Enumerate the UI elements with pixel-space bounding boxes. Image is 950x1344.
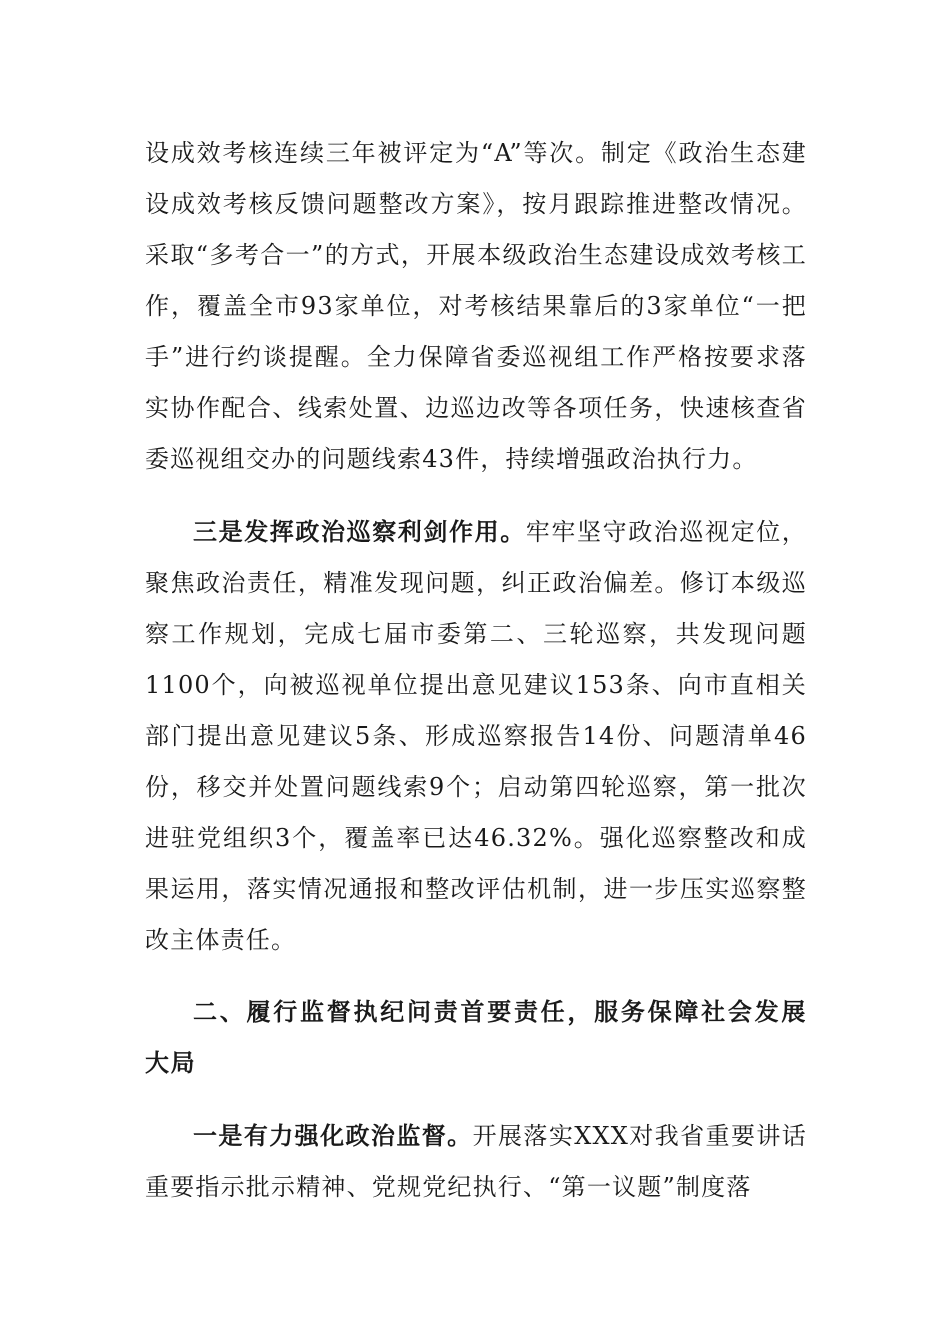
paragraph-text: 开展落实XXX对我省重要讲话重要指示批示精神、党规党纪执行、“第一议题”制度落	[145, 1122, 808, 1201]
paragraph-assessment-continued	[145, 128, 807, 485]
paragraph-lead: 三是发挥政治巡察利剑作用。	[193, 517, 526, 546]
paragraph-text: 牢牢坚守政治巡视定位，聚焦政治责任，精准发现问题，纠正政治偏差。修订本级巡察工作规划，完成七届市委第二、三轮巡察，共发现问题1100个，向被巡视单位提出意见建议153条、向市直相关部门提出意见建议5条、形成巡察报告14份、问题清单46份，移交并处置问题线索9个；启动第四轮巡察，第一批次进驻党组织3个，覆盖率已达46.32%。强化巡察整改和成果运用，落实情况通报和整改评估机制，进一步压实巡察整改主体责任。	[145, 518, 807, 954]
paragraph-lead: 一是有力强化政治监督。	[193, 1121, 473, 1150]
paragraph-text: 设成效考核连续三年被评定为“A”等次。制定《政治生态建设成效考核反馈问题整改方案》，按月跟踪推进整改情况。采取“多考合一”的方式，开展本级政治生态建设成效考核工作，覆盖全市93家单位，对考核结果靠后的3家单位“一把手”进行约谈提醒。全力保障省委巡视组工作严格按要求落实协作配合、线索处置、边巡边改等各项任务，快速核查省委巡视组交办的问题线索43件，持续增强政治执行力。	[145, 139, 807, 473]
paragraph-political-supervision	[145, 1110, 807, 1213]
paragraph-inspection	[145, 506, 807, 966]
document-body	[145, 128, 807, 1213]
section-heading: 二、履行监督执纪问责首要责任，服务保障社会发展大局	[145, 998, 807, 1077]
